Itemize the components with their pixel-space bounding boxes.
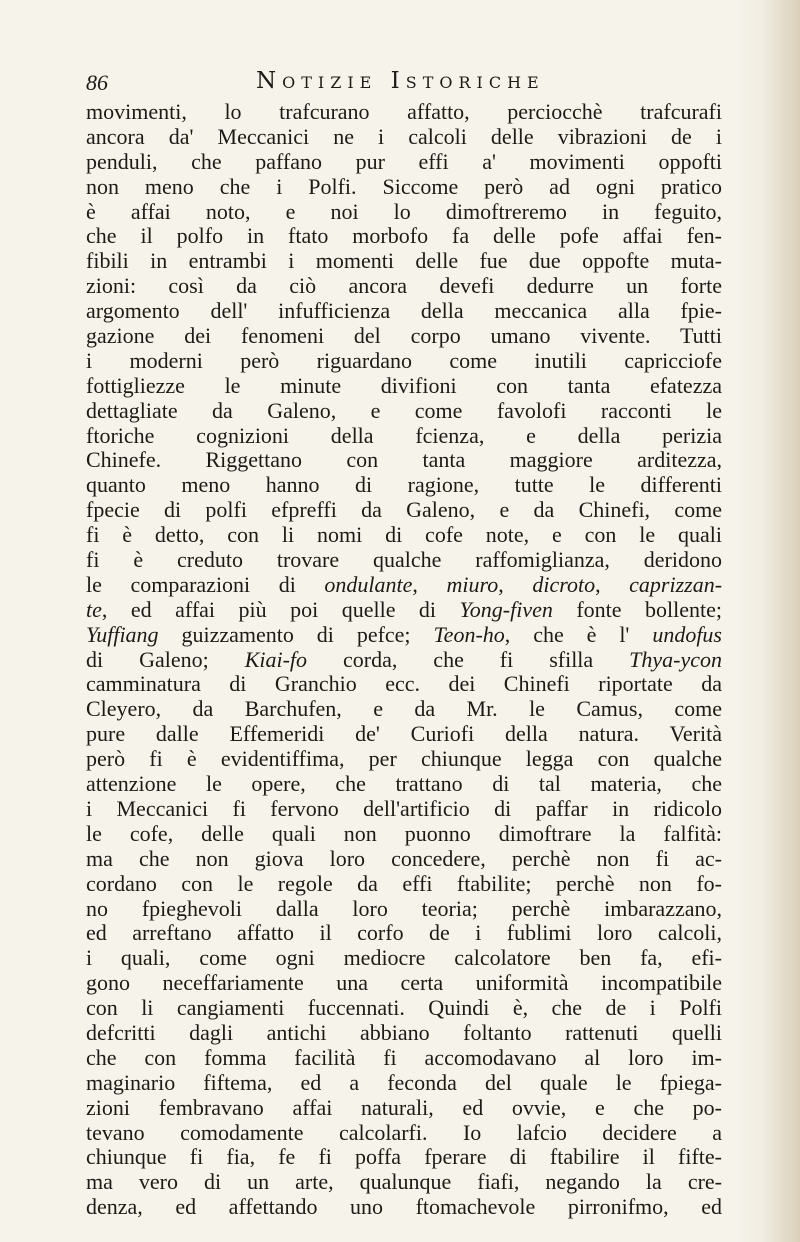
text-line bbox=[86, 598, 722, 623]
text-line bbox=[86, 872, 722, 897]
text-line bbox=[86, 324, 722, 349]
text-segment: gazione dei fenomeni del corpo umano vivente. Tutti bbox=[86, 323, 722, 349]
italic-term: te bbox=[86, 596, 102, 622]
text-line bbox=[86, 399, 722, 424]
page-header bbox=[86, 62, 726, 96]
text-line bbox=[86, 1021, 722, 1046]
text-segment: , ed affai più poi quelle di bbox=[101, 596, 460, 622]
text-segment: non meno che i Polfi. Siccome però ad ogni pratico bbox=[86, 173, 722, 199]
text-line bbox=[86, 1195, 722, 1220]
text-segment: pure dalle Effemeridi de' Curiofi della natura. Verità bbox=[86, 721, 722, 747]
italic-term: miuro bbox=[446, 571, 499, 597]
text-line bbox=[86, 424, 722, 449]
text-segment: chiunque fi fia, fe fi poffa fperare di ftabilire il fifte- bbox=[86, 1144, 722, 1170]
text-segment: i Meccanici fi fervono dell'artificio di paffar in ridicolo bbox=[86, 795, 722, 821]
text-segment: tevano comodamente calcolarfi. Io lafcio decidere a bbox=[86, 1119, 722, 1145]
text-line bbox=[86, 125, 722, 150]
text-segment: ed arreftano affatto il corfo de i fublimi loro calcoli, bbox=[86, 920, 722, 946]
text-line bbox=[86, 1145, 722, 1170]
text-segment: penduli, che paffano pur effi a' movimenti oppofti bbox=[86, 148, 722, 174]
text-segment: fibili in entrambi i momenti delle fue due oppofte muta- bbox=[86, 248, 722, 274]
text-segment: le cofe, delle quali non puonno dimoftrare la falfità: bbox=[86, 820, 722, 846]
italic-term: caprizzan- bbox=[629, 571, 723, 597]
text-segment: i moderni però riguardano come inutili capricciofe bbox=[86, 347, 722, 373]
text-segment: Cleyero, da Barchufen, e da Mr. le Camus, come bbox=[86, 696, 722, 722]
italic-term: ondulante bbox=[324, 571, 413, 597]
text-line bbox=[86, 573, 722, 598]
text-line bbox=[86, 548, 722, 573]
text-segment: ftoriche cognizioni della fcienza, e della perizia bbox=[86, 422, 722, 448]
text-segment: quanto meno hanno di ragione, tutte le differenti bbox=[86, 472, 722, 498]
text-line bbox=[86, 1071, 722, 1096]
text-segment: denza, ed affettando uno ftomachevole pirronifmo, ed bbox=[86, 1194, 722, 1220]
text-line bbox=[86, 623, 722, 648]
text-segment: defcritti dagli antichi abbiano foltanto rattenuti quelli bbox=[86, 1019, 722, 1045]
text-segment: no fpieghevoli dalla loro teoria; perchè imbarazzano, bbox=[86, 895, 722, 921]
text-segment: cordano con le regole da effi ftabilite; perchè non fo- bbox=[86, 870, 722, 896]
text-line bbox=[86, 374, 722, 399]
text-segment: fottigliezze le minute divifioni con tanta efatezza bbox=[86, 372, 722, 398]
text-line bbox=[86, 946, 722, 971]
italic-term: Thya-ycon bbox=[629, 646, 723, 672]
italic-term: undofus bbox=[652, 621, 722, 647]
text-segment: di Galeno; bbox=[86, 646, 245, 672]
text-line bbox=[86, 722, 722, 747]
text-segment: zioni: così da ciò ancora devefi dedurre un forte bbox=[86, 273, 722, 299]
text-line bbox=[86, 100, 722, 125]
body-text bbox=[86, 100, 722, 1220]
text-segment: argomento dell' infufficienza della meccanica alla fpie- bbox=[86, 298, 722, 324]
text-segment: , bbox=[595, 571, 630, 597]
text-line bbox=[86, 249, 722, 274]
text-segment: guizzamento di pefce; bbox=[158, 621, 434, 647]
text-line bbox=[86, 498, 722, 523]
text-line bbox=[86, 648, 722, 673]
text-segment: dettagliate da Galeno, e come favolofi racconti le bbox=[86, 397, 722, 423]
text-line bbox=[86, 897, 722, 922]
text-segment: movimenti, lo trafcurano affatto, perciocchè trafcurafi bbox=[86, 99, 722, 124]
text-segment: ma che non giova loro concedere, perchè non fi ac- bbox=[86, 845, 722, 871]
text-segment: con li cangiamenti fuccennati. Quindi è, che de i Polfi bbox=[86, 995, 722, 1021]
text-line bbox=[86, 200, 722, 225]
text-segment: fonte bollente; bbox=[552, 596, 722, 622]
text-segment: è affai noto, e noi lo dimoftreremo in feguito, bbox=[86, 198, 722, 224]
text-line bbox=[86, 349, 722, 374]
text-line bbox=[86, 772, 722, 797]
text-segment: che con fomma facilità fi accomodavano al loro im- bbox=[86, 1044, 722, 1070]
text-line bbox=[86, 1096, 722, 1121]
text-segment: , bbox=[498, 571, 533, 597]
text-line bbox=[86, 672, 722, 697]
italic-term: Yong-fiven bbox=[459, 596, 553, 622]
text-segment: Chinefe. Riggettano con tanta maggiore arditezza, bbox=[86, 447, 722, 473]
text-line bbox=[86, 971, 722, 996]
text-line bbox=[86, 175, 722, 200]
text-line bbox=[86, 224, 722, 249]
italic-term: Kiai-fo bbox=[244, 646, 308, 672]
text-segment: fi è creduto trovare qualche raffomiglianza, deridono bbox=[86, 547, 722, 573]
text-segment: , bbox=[412, 571, 447, 597]
text-segment: camminatura di Granchio ecc. dei Chinefi riportate da bbox=[86, 671, 722, 697]
running-title: Notizie Istoriche bbox=[256, 68, 545, 94]
text-line bbox=[86, 1170, 722, 1195]
text-segment: ancora da' Meccanici ne i calcoli delle vibrazioni de i bbox=[86, 123, 722, 149]
text-line bbox=[86, 822, 722, 847]
text-line bbox=[86, 523, 722, 548]
text-segment: fi è detto, con li nomi di cofe note, e con le quali bbox=[86, 522, 722, 548]
text-line bbox=[86, 747, 722, 772]
text-segment: zioni fembravano affai naturali, ed ovvie, e che po- bbox=[86, 1094, 722, 1120]
italic-term: Teon-ho bbox=[433, 621, 505, 647]
text-segment: attenzione le opere, che trattano di tal materia, che bbox=[86, 771, 722, 797]
text-line bbox=[86, 797, 722, 822]
text-segment: corda, che fi sfilla bbox=[307, 646, 630, 672]
text-line bbox=[86, 448, 722, 473]
page-edge-shadow bbox=[762, 0, 800, 1242]
text-segment: le comparazioni di bbox=[86, 571, 325, 597]
text-line bbox=[86, 1121, 722, 1146]
text-line bbox=[86, 847, 722, 872]
text-segment: gono neceffariamente una certa uniformità incompatibile bbox=[86, 970, 722, 996]
text-line bbox=[86, 299, 722, 324]
text-segment: che il polfo in ftato morbofo fa delle pofe affai fen- bbox=[86, 223, 722, 249]
text-line bbox=[86, 473, 722, 498]
text-segment: , che è l' bbox=[504, 621, 653, 647]
text-segment: fpecie di polfi efpreffi da Galeno, e da Chinefi, come bbox=[86, 497, 722, 523]
text-segment: i quali, come ogni mediocre calcolatore ben fa, efi- bbox=[86, 945, 722, 971]
text-line bbox=[86, 996, 722, 1021]
text-segment: maginario fiftema, ed a feconda del quale le fpiega- bbox=[86, 1069, 722, 1095]
text-line bbox=[86, 274, 722, 299]
text-line bbox=[86, 921, 722, 946]
italic-term: Yuffiang bbox=[86, 621, 159, 647]
text-line bbox=[86, 150, 722, 175]
text-segment: però fi è evidentiffima, per chiunque legga con qualche bbox=[86, 746, 722, 772]
text-line bbox=[86, 697, 722, 722]
page-number: 86 bbox=[86, 70, 108, 95]
italic-term: dicroto bbox=[532, 571, 596, 597]
text-segment: ma vero di un arte, qualunque fiafi, negando la cre- bbox=[86, 1169, 722, 1195]
text-line bbox=[86, 1046, 722, 1071]
